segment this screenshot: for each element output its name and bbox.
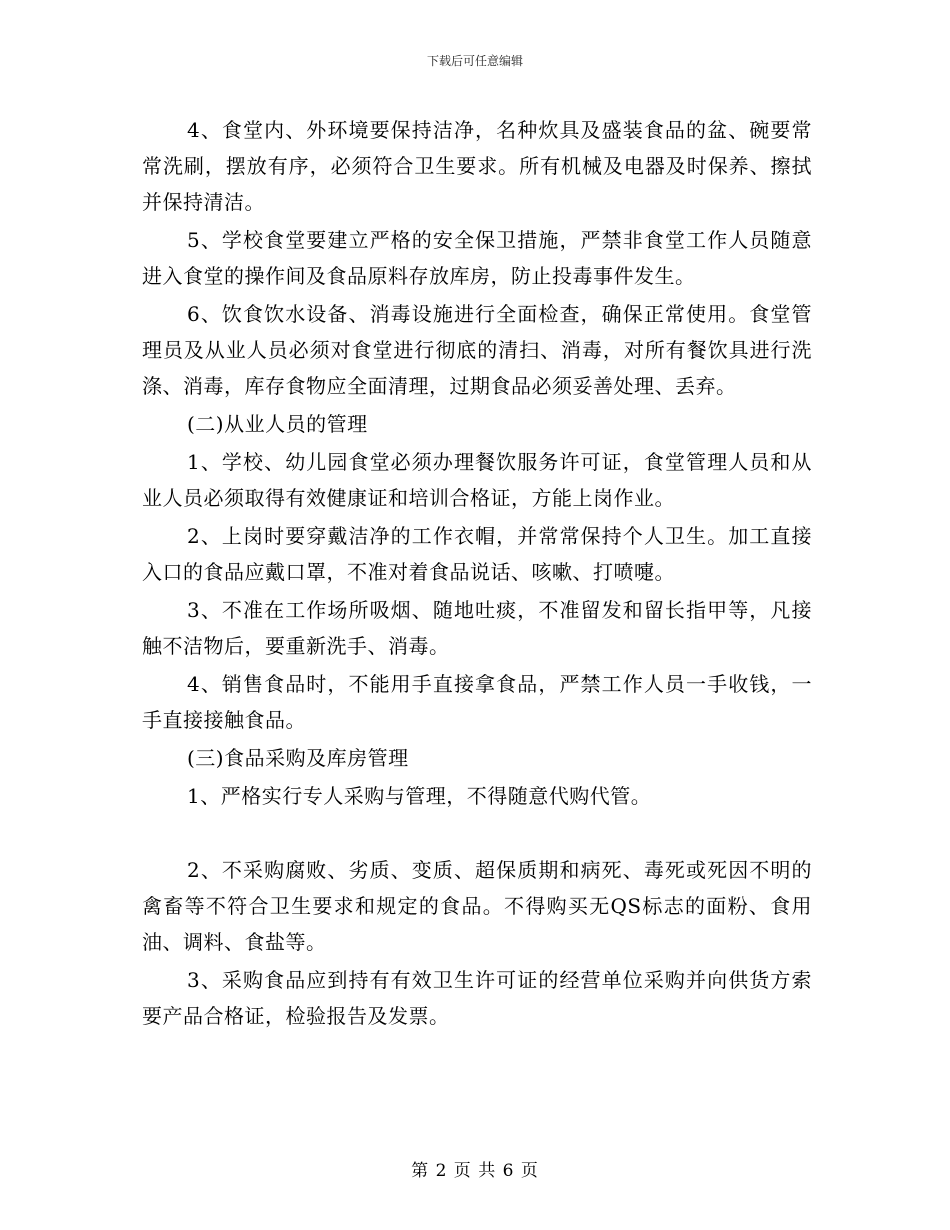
paragraph-canteen-environment: 4、食堂内、外环境要保持洁净，名种炊具及盛装食品的盆、碗要常常洗刷，摆放有序，必须符合卫生要求。所有机械及电器及时保养、擦拭并保持清洁。 <box>142 118 812 214</box>
paragraph-staff-licenses: 1、学校、幼儿园食堂必须办理餐饮服务许可证，食堂管理人员和从业人员必须取得有效健康证和培训合格证，方能上岗作业。 <box>142 450 812 510</box>
paragraph-equipment-inspection: 6、饮食饮水设备、消毒设施进行全面检查，确保正常使用。食堂管理员及从业人员必须对食堂进行彻底的清扫、消毒，对所有餐饮具进行洗涤、消毒，库存食物应全面清理，过期食品必须妥善处理、丢弃。 <box>142 302 812 398</box>
section-heading-staff-management: (二)从业人员的管理 <box>187 412 368 436</box>
paragraph-prohibited-purchases: 2、不采购腐败、劣质、变质、超保质期和病死、毒死或死因不明的禽畜等不符合卫生要求和规定的食品。不得购买无QS标志的面粉、食用油、调料、食盐等。 <box>142 858 812 954</box>
page-number: 第 2 页 共 6 页 <box>411 1161 539 1181</box>
paragraph-food-sales: 4、销售食品时，不能用手直接拿食品，严禁工作人员一手收钱，一手直接接触食品。 <box>142 672 812 732</box>
page-header: 下载后可任意编辑 <box>426 54 523 68</box>
paragraph-supplier-certification: 3、采购食品应到持有有效卫生许可证的经营单位采购并向供货方索要产品合格证，检验报告及发票。 <box>142 968 812 1028</box>
paragraph-staff-hygiene: 2、上岗时要穿戴洁净的工作衣帽，并常常保持个人卫生。加工直接入口的食品应戴口罩，不准对着食品说话、咳嗽、打喷嚏。 <box>142 524 812 584</box>
section-heading-procurement: (三)食品采购及库房管理 <box>187 746 409 770</box>
paragraph-gap <box>142 816 812 852</box>
paragraph-dedicated-purchasing: 1、严格实行专人采购与管理，不得随意代购代管。 <box>187 784 652 808</box>
document-body <box>142 112 812 1036</box>
paragraph-security-measures: 5、学校食堂要建立严格的安全保卫措施，严禁非食堂工作人员随意进入食堂的操作间及食品原料存放库房，防止投毒事件发生。 <box>142 228 812 288</box>
paragraph-workplace-rules: 3、不准在工作场所吸烟、随地吐痰，不准留发和留长指甲等，凡接触不洁物后，要重新洗手、消毒。 <box>142 598 812 658</box>
